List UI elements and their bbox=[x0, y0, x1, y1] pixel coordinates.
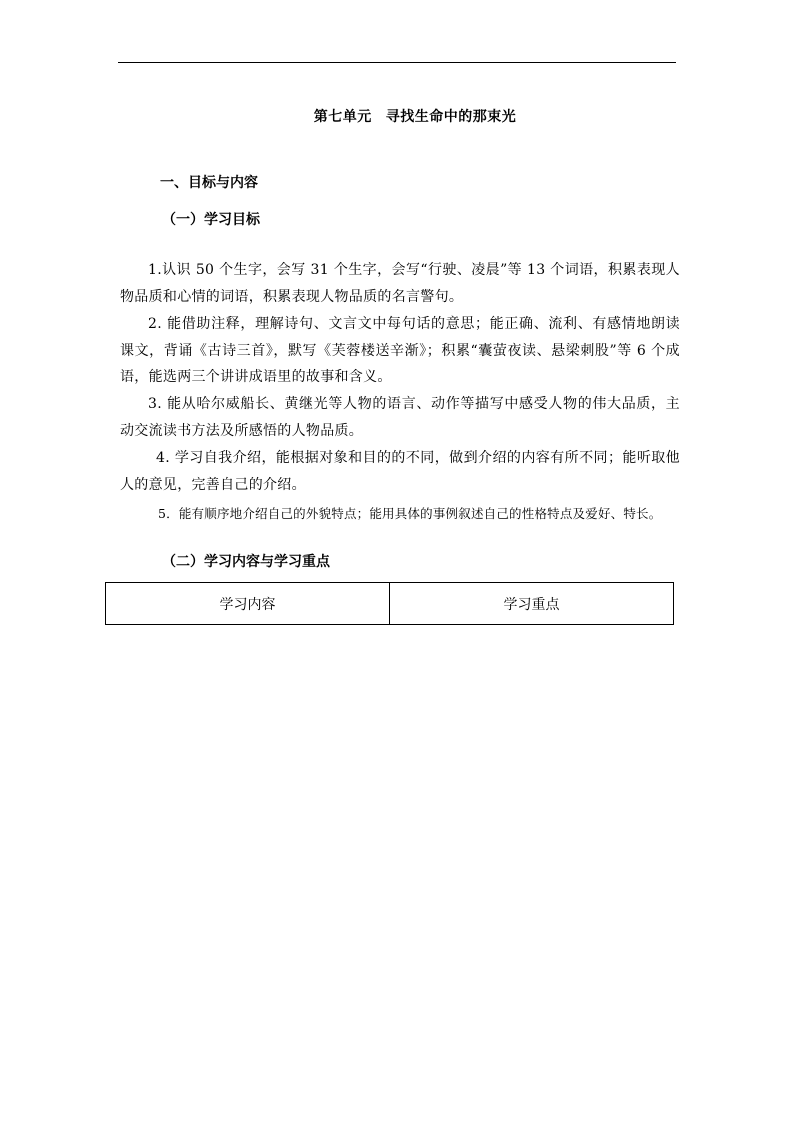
document-title bbox=[0, 106, 794, 126]
unit-theme: 寻找生命中的那束光 bbox=[385, 109, 517, 125]
table-header-content: 学习内容 bbox=[106, 583, 390, 625]
goal-item-2: 2. 能借助注释，理解诗句、文言文中每句话的意思；能正确、流利、有感情地朗读课文，背诵《古诗三首》，默写《芙蓉楼送辛渐》；积累“囊萤夜读、悬梁刺股”等 6 个成语，能选两三个讲讲成语里的故事和含义。 bbox=[120, 316, 680, 385]
content-focus-table bbox=[105, 582, 674, 625]
section-heading-goals-content: 一、目标与内容 bbox=[160, 175, 258, 191]
goal-item-1: 1.认识 50 个生字，会写 31 个生字，会写“行驶、凌晨”等 13 个词语，积累表现人物品质和心情的词语，积累表现人物品质的名言警句。 bbox=[120, 262, 680, 305]
goal-item-3: 3. 能从哈尔威船长、黄继光等人物的语言、动作等描写中感受人物的伟大品质，主动交流读书方法及所感悟的人物品质。 bbox=[120, 396, 680, 439]
header-rule bbox=[118, 62, 676, 63]
subheading-learning-goals: （一）学习目标 bbox=[162, 212, 260, 228]
unit-label: 第七单元 bbox=[313, 109, 372, 125]
goal-item-4: 4. 学习自我介绍，能根据对象和目的的不同，做到介绍的内容有所不同；能听取他人的意见，完善自己的介绍。 bbox=[120, 450, 680, 493]
table-header-focus: 学习重点 bbox=[390, 583, 674, 625]
subheading-content-and-focus: （二）学习内容与学习重点 bbox=[162, 554, 330, 570]
table-header-row bbox=[106, 583, 674, 625]
goal-item-5: 5．能有顺序地介绍自己的外貌特点；能用具体的事例叙述自己的性格特点及爱好、特长。 bbox=[158, 505, 662, 521]
